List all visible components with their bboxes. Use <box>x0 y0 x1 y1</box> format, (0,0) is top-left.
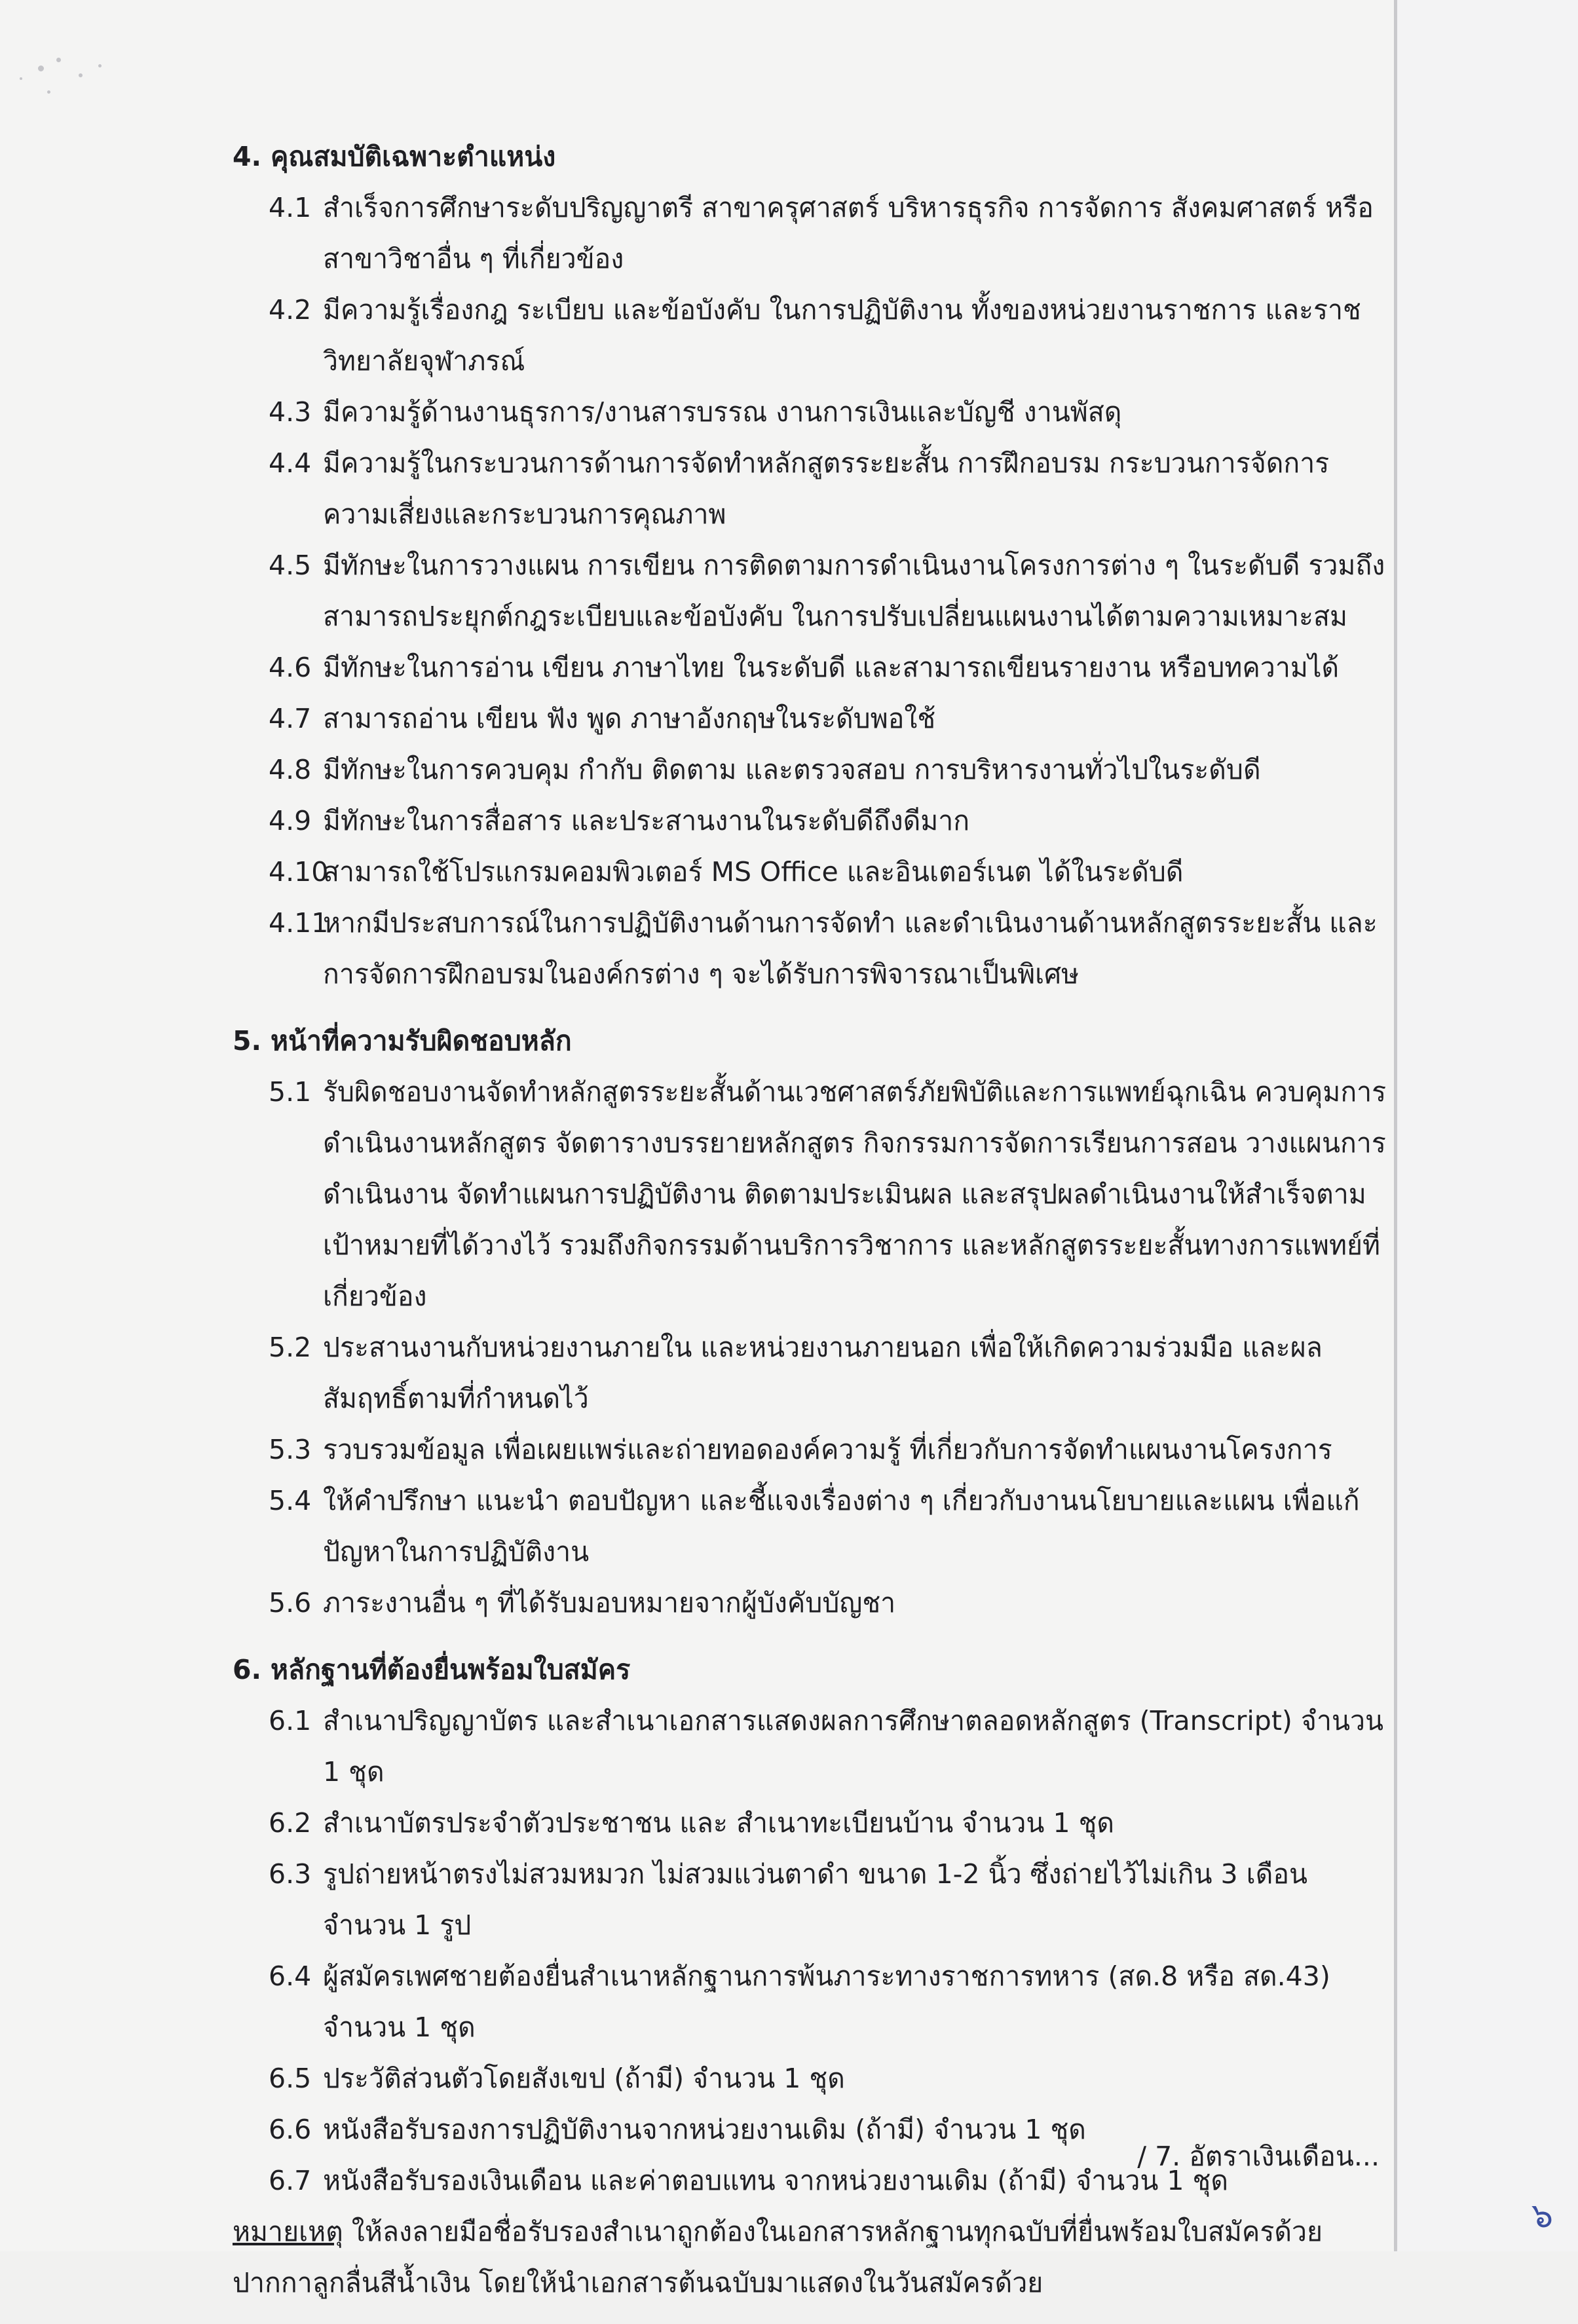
item-text: ให้คำปรึกษา แนะนำ ตอบปัญหา และชี้แจงเรื่องต่าง ๆ เกี่ยวกับงานนโยบายและแผน เพื่อแก้ปัญหาในการปฏิบัติงาน <box>323 1485 1360 1567</box>
item-text: สำเนาปริญญาบัตร และสำเนาเอกสารแสดงผลการศึกษาตลอดหลักสูตร (Transcript) จำนวน 1 ชุด <box>323 1705 1384 1788</box>
item-text: หนังสือรับรองเงินเดือน และค่าตอบแทน จากหน่วยงานเดิม (ถ้ามี) จำนวน 1 ชุด <box>323 2165 1228 2196</box>
section-number: 5. <box>233 1025 262 1057</box>
item-text: สามารถใช้โปรแกรมคอมพิวเตอร์ MS Office และอินเตอร์เนต ได้ในระดับดี <box>323 856 1184 888</box>
item-text: รับผิดชอบงานจัดทำหลักสูตรระยะสั้นด้านเวชศาสตร์ภัยพิบัติและการแพทย์ฉุกเฉิน ควบคุมการดำเนินงานหลักสูตร จัดตารางบรรยายหลักสูตร กิจกรรมการจัดการเรียนการสอน วางแผนการดำเนินงาน จัดทำแผนการปฏิบัติงาน ติดตามประเมินผล และสรุปผลดำเนินงานให้สำเร็จตามเป้าหมายที่ได้วางไว้ รวมถึงกิจกรรมด้านบริการวิชาการ และหลักสูตรระยะสั้นทางการแพทย์ที่เกี่ยวข้อง <box>323 1076 1387 1312</box>
section-title: หน้าที่ความรับผิดชอบหลัก <box>271 1025 572 1057</box>
section-heading <box>233 1015 1392 1066</box>
list-item <box>233 693 1392 744</box>
section-title: หลักฐานที่ต้องยื่นพร้อมใบสมัคร <box>271 1654 631 1685</box>
item-text: ภาระงานอื่น ๆ ที่ได้รับมอบหมายจากผู้บังคับบัญชา <box>323 1587 896 1619</box>
section-responsibilities <box>233 1015 1392 1628</box>
list-item <box>233 846 1392 897</box>
item-number: 6.4 <box>269 1960 312 1992</box>
section-title: คุณสมบัติเฉพาะตำแหน่ง <box>271 141 556 172</box>
list-item <box>233 540 1392 642</box>
item-text: ผู้สมัครเพศชายต้องยื่นสำเนาหลักฐานการพ้นภาระทางราชการทหาร (สด.8 หรือ สด.43) จำนวน 1 ชุด <box>323 1960 1330 2043</box>
scan-speck <box>98 64 102 67</box>
document-body <box>233 131 1392 2324</box>
item-number: 4.11 <box>269 907 329 939</box>
item-number: 6.7 <box>269 2165 312 2196</box>
item-number: 4.10 <box>269 856 329 888</box>
item-number: 5.2 <box>269 1332 312 1363</box>
item-number: 4.4 <box>269 447 312 479</box>
item-number: 4.1 <box>269 192 312 223</box>
item-number: 5.6 <box>269 1587 312 1619</box>
section-qualifications <box>233 131 1392 1000</box>
continuation-text: / 7. อัตราเงินเดือน... <box>1137 2141 1380 2172</box>
scan-speck <box>38 66 44 71</box>
item-number: 5.4 <box>269 1485 312 1516</box>
item-number: 4.8 <box>269 754 312 785</box>
item-text: มีความรู้ด้านงานธุรการ/งานสารบรรณ งานการเงินและบัญชี งานพัสดุ <box>323 396 1122 428</box>
item-text: มีความรู้เรื่องกฎ ระเบียบ และข้อบังคับ ในการปฏิบัติงาน ทั้งของหน่วยงานราชการ และราชวิทยาลัยจุฬาภรณ์ <box>323 294 1361 377</box>
item-text: รูปถ่ายหน้าตรงไม่สวมหมวก ไม่สวมแว่นตาดำ ขนาด 1-2 นิ้ว ซึ่งถ่ายไว้ไม่เกิน 3 เดือน จำนวน 1 รูป <box>323 1858 1307 1941</box>
item-number: 6.2 <box>269 1807 312 1839</box>
item-number: 5.1 <box>269 1076 312 1108</box>
list-item <box>233 1848 1392 1951</box>
item-number: 4.6 <box>269 652 312 683</box>
section-heading <box>233 1644 1392 1695</box>
note-label: หมายเหตุ <box>233 2216 343 2247</box>
list-item <box>233 1797 1392 1848</box>
section-number: 4. <box>233 141 262 172</box>
list-item <box>233 2053 1392 2104</box>
item-text: มีทักษะในการวางแผน การเขียน การติดตามการดำเนินงานโครงการต่าง ๆ ในระดับดี รวมถึงสามารถประยุกต์กฎระเบียบและข้อบังคับ ในการปรับเปลี่ยนแผนงานได้ตามความเหมาะสม <box>323 550 1385 632</box>
section-required-documents <box>233 1644 1392 2308</box>
section-heading <box>233 131 1392 182</box>
list-item <box>233 1475 1392 1577</box>
item-text: ประสานงานกับหน่วยงานภายใน และหน่วยงานภายนอก เพื่อให้เกิดความร่วมมือ และผลสัมฤทธิ์ตามที่กำหนดไว้ <box>323 1332 1323 1414</box>
item-number: 6.6 <box>269 2114 312 2145</box>
item-text: มีทักษะในการสื่อสาร และประสานงานในระดับดีถึงดีมาก <box>323 805 970 836</box>
item-text: สำเนาบัตรประจำตัวประชาชน และ สำเนาทะเบียนบ้าน จำนวน 1 ชุด <box>323 1807 1115 1839</box>
item-number: 4.5 <box>269 550 312 581</box>
list-item <box>233 744 1392 795</box>
scan-speck <box>56 58 61 62</box>
list-item <box>233 438 1392 540</box>
item-text: สามารถอ่าน เขียน ฟัง พูด ภาษาอังกฤษในระดับพอใช้ <box>323 703 936 734</box>
list-item <box>233 1424 1392 1475</box>
item-number: 6.3 <box>269 1858 312 1890</box>
note-text: ให้ลงลายมือชื่อรับรองสำเนาถูกต้องในเอกสารหลักฐานทุกฉบับที่ยื่นพร้อมใบสมัครด้วยปากกาลูกลื่นสีน้ำเงิน โดยให้นำเอกสารต้นฉบับมาแสดงในวันสมัครด้วย <box>233 2216 1323 2298</box>
list-item <box>233 1066 1392 1322</box>
item-text: มีความรู้ในกระบวนการด้านการจัดทำหลักสูตรระยะสั้น การฝึกอบรม กระบวนการจัดการความเสี่ยงและกระบวนการคุณภาพ <box>323 447 1330 530</box>
item-text: หนังสือรับรองการปฏิบัติงานจากหน่วยงานเดิม (ถ้ามี) จำนวน 1 ชุด <box>323 2114 1086 2145</box>
list-item <box>233 1951 1392 2053</box>
list-item <box>233 284 1392 386</box>
page-margin-edge <box>1397 0 1578 2251</box>
item-text: มีทักษะในการควบคุม กำกับ ติดตาม และตรวจสอบ การบริหารงานทั่วไปในระดับดี <box>323 754 1261 785</box>
item-number: 4.7 <box>269 703 312 734</box>
list-item <box>233 1322 1392 1424</box>
item-text: สำเร็จการศึกษาระดับปริญญาตรี สาขาครุศาสตร์ บริหารธุรกิจ การจัดการ สังคมศาสตร์ หรือสาขาวิชาอื่น ๆ ที่เกี่ยวข้อง <box>323 192 1374 274</box>
item-number: 4.2 <box>269 294 312 326</box>
scan-speck <box>20 77 22 80</box>
list-item <box>233 897 1392 1000</box>
section-number: 6. <box>233 1654 262 1685</box>
item-text: หากมีประสบการณ์ในการปฏิบัติงานด้านการจัดทำ และดำเนินงานด้านหลักสูตรระยะสั้น และการจัดการฝึกอบรมในองค์กรต่าง ๆ จะได้รับการพิจารณาเป็นพิเศษ <box>323 907 1378 990</box>
handwritten-page-mark: ๖ <box>1531 2196 1554 2236</box>
item-number: 6.1 <box>269 1705 312 1736</box>
item-number: 6.5 <box>269 2063 312 2094</box>
list-item <box>233 386 1392 438</box>
list-item <box>233 1695 1392 1797</box>
list-item <box>233 1577 1392 1628</box>
list-item <box>233 795 1392 846</box>
item-text: มีทักษะในการอ่าน เขียน ภาษาไทย ในระดับดี และสามารถเขียนรายงาน หรือบทความได้ <box>323 652 1340 683</box>
list-item <box>233 182 1392 284</box>
list-item <box>233 642 1392 693</box>
item-number: 4.9 <box>269 805 312 836</box>
note-paragraph <box>233 2206 1392 2308</box>
item-number: 5.3 <box>269 1434 312 1465</box>
scan-speck <box>47 90 50 94</box>
scan-speck <box>79 73 83 77</box>
item-text: รวบรวมข้อมูล เพื่อเผยแพร่และถ่ายทอดองค์ความรู้ ที่เกี่ยวกับการจัดทำแผนงานโครงการ <box>323 1434 1332 1465</box>
item-number: 4.3 <box>269 396 312 428</box>
item-text: ประวัติส่วนตัวโดยสังเขป (ถ้ามี) จำนวน 1 ชุด <box>323 2063 845 2094</box>
